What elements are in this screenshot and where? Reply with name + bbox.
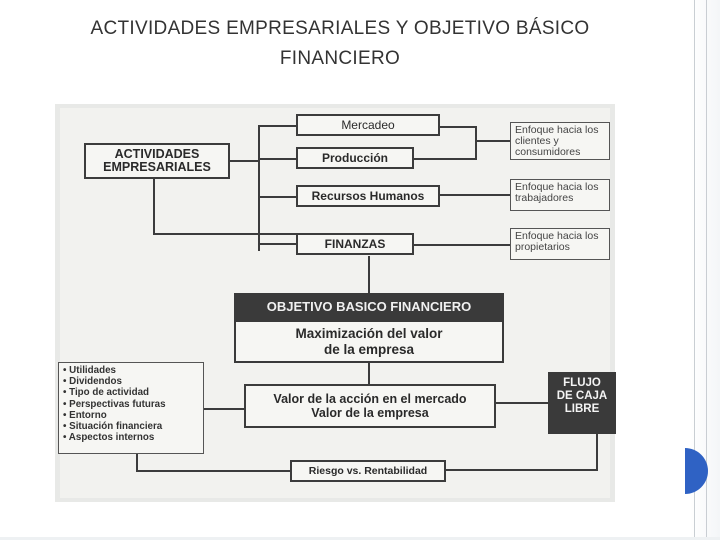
produccion-box — [296, 147, 414, 169]
valor-accion-line-2: Valor de la empresa — [311, 406, 429, 420]
connector-line — [438, 194, 512, 196]
connector-line — [475, 140, 511, 142]
enfoque-clientes-label: Enfoque hacia los clientes y consumidores — [515, 124, 599, 158]
valor-accion-line-1: Valor de la acción en el mercado — [273, 392, 467, 406]
actividades-empresariales-box — [84, 143, 230, 179]
connector-line — [153, 233, 298, 235]
flujo-line-3: LIBRE — [564, 403, 600, 415]
flujo-line-1: FLUJO — [563, 377, 601, 389]
factors-list — [63, 365, 199, 443]
connector-line — [596, 434, 598, 470]
slide-title-line-2: FINANCIERO — [279, 48, 401, 69]
connector-line — [258, 196, 298, 198]
connector-line — [475, 126, 477, 160]
flujo-caja-libre-box — [548, 372, 616, 434]
riesgo-rentabilidad-label: Riesgo vs. Rentabilidad — [308, 465, 428, 477]
finanzas-label: FINANZAS — [324, 237, 386, 251]
factor-item: • Tipo de actividad — [63, 387, 199, 398]
produccion-label: Producción — [321, 151, 388, 165]
actividades-empresariales-label: ACTIVIDADES EMPRESARIALES — [103, 147, 211, 174]
connector-line — [444, 469, 598, 471]
enfoque-propietarios-note — [510, 228, 610, 260]
connector-line — [228, 160, 260, 162]
factors-list-box — [58, 362, 204, 454]
connector-line — [136, 470, 292, 472]
connector-line — [258, 243, 298, 245]
factor-item: • Perspectivas futuras — [63, 399, 199, 410]
maximizacion-line-1: Maximización del valor — [295, 326, 443, 341]
factor-item: • Utilidades — [63, 365, 199, 376]
flujo-line-2: DE CAJA — [556, 390, 608, 402]
valor-accion-box — [244, 384, 496, 428]
factor-item: • Aspectos internos — [63, 432, 199, 443]
enfoque-trabajadores-label: Enfoque hacia los trabajadores — [515, 181, 599, 204]
maximizacion-line-2: de la empresa — [323, 342, 415, 357]
riesgo-rentabilidad-box — [290, 460, 446, 482]
objetivo-basico-header — [234, 293, 504, 320]
frame-line — [706, 0, 707, 540]
recursos-humanos-label: Recursos Humanos — [311, 189, 425, 203]
maximizacion-box — [234, 320, 504, 363]
factor-item: • Situación financiera — [63, 421, 199, 432]
connector-line — [412, 158, 476, 160]
connector-line — [258, 158, 298, 160]
slide-title-line-1: ACTIVIDADES EMPRESARIALES Y OBJETIVO BÁSICO — [90, 18, 590, 39]
finanzas-box — [296, 233, 414, 255]
objetivo-basico-label: OBJETIVO BASICO FINANCIERO — [266, 299, 472, 314]
connector-line — [368, 362, 370, 386]
recursos-humanos-box — [296, 185, 440, 207]
connector-line — [494, 402, 550, 404]
connector-line — [412, 244, 512, 246]
accent-circle-mask — [662, 448, 685, 494]
mercadeo-label: Mercadeo — [341, 118, 395, 132]
mercadeo-box — [296, 114, 440, 136]
factor-item: • Dividendos — [63, 376, 199, 387]
enfoque-clientes-note — [510, 122, 610, 160]
connector-line — [368, 256, 370, 294]
slide-title — [60, 14, 620, 74]
enfoque-propietarios-label: Enfoque hacia los propietarios — [515, 230, 599, 253]
enfoque-trabajadores-note — [510, 179, 610, 211]
connector-line — [258, 125, 298, 127]
connector-line — [204, 408, 246, 410]
connector-line — [136, 452, 138, 472]
connector-line — [153, 178, 155, 234]
connector-line — [438, 126, 476, 128]
factor-item: • Entorno — [63, 410, 199, 421]
